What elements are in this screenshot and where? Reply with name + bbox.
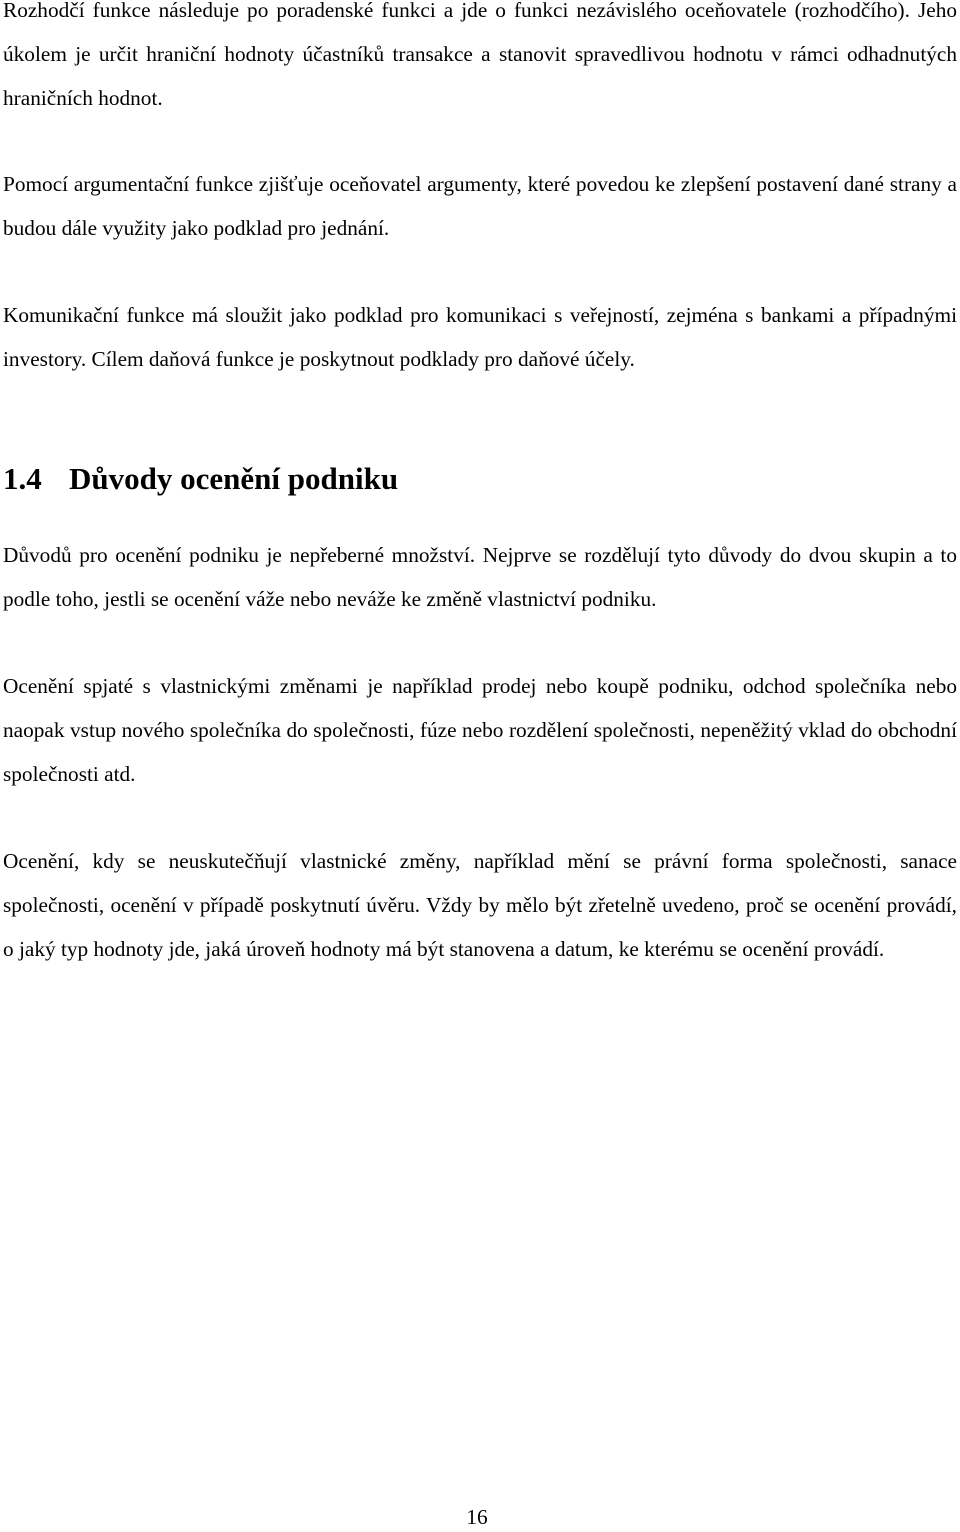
paragraph-argumentation-function: Pomocí argumentační funkce zjišťuje oceňovatel argumenty, které povedou ke zlepšení postavení dané strany a budou dále využity jako podklad pro jednání.	[3, 172, 957, 240]
paragraph-arbitration-function: Rozhodčí funkce následuje po poradenské funkci a jde o funkci nezávislého oceňovatele (rozhodčího). Jeho úkolem je určit hraniční hodnoty účastníků transakce a stanovit spravedlivou hodnotu v rámci odhadnutých hraničních hodnot.	[3, 0, 957, 110]
page-number: 16	[466, 1505, 488, 1529]
section-heading	[3, 455, 957, 503]
section-number: 1.4	[3, 461, 42, 496]
paragraph-no-ownership-change: Ocenění, kdy se neuskutečňují vlastnické změny, například mění se právní forma společnosti, sanace společnosti, ocenění v případě poskytnutí úvěru. Vždy by mělo být zřetelně uvedeno, proč se ocenění provádí, o jaký typ hodnoty jde, jaká úroveň hodnoty má být stanovena a datum, ke kterému se ocenění provádí.	[3, 849, 957, 961]
paragraph-ownership-change: Ocenění spjaté s vlastnickými změnami je například prodej nebo koupě podniku, odchod společníka nebo naopak vstup nového společníka do společnosti, fúze nebo rozdělení společnosti, nepeněžitý vklad do obchodní společnosti atd.	[3, 674, 957, 786]
paragraph-communication-function: Komunikační funkce má sloužit jako podklad pro komunikaci s veřejností, zejména s bankami a případnými investory. Cílem daňová funkce je poskytnout podklady pro daňové účely.	[3, 303, 957, 371]
section-title: Důvody ocenění podniku	[69, 461, 399, 496]
paragraph-valuation-reasons: Důvodů pro ocenění podniku je nepřeberné množství. Nejprve se rozdělují tyto důvody do dvou skupin a to podle toho, jestli se ocenění váže nebo neváže ke změně vlastnictví podniku.	[3, 543, 957, 611]
